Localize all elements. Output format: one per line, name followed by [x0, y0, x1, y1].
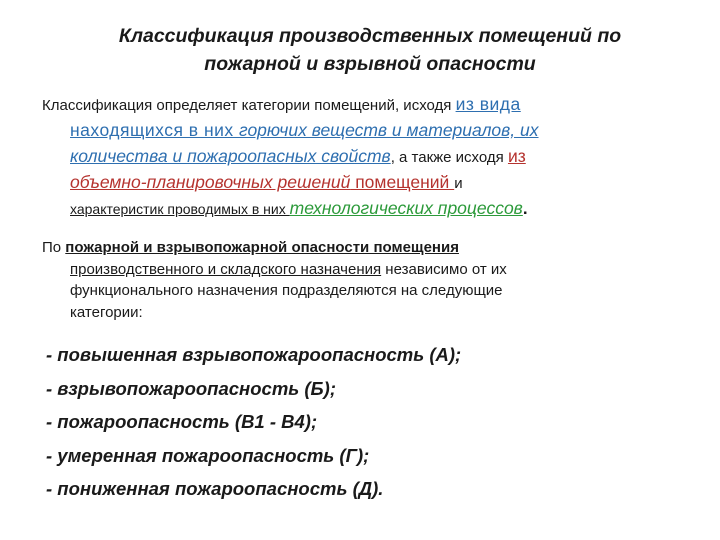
para2-line-1 — [42, 237, 682, 259]
title-line-1: Классификация производственных помещений по — [118, 25, 622, 47]
para1-text-5: характеристик проводимых в них — [70, 201, 290, 217]
para1-text-1: Классификация определяет категории помещений, исходя — [42, 97, 456, 114]
category-list — [46, 338, 686, 506]
slide-title — [60, 22, 680, 78]
para2-bold-hazard: пожарной и взрывопожарной опасности помещения — [65, 239, 459, 256]
category-item-b: - взрывопожароопасность (Б); — [46, 377, 336, 399]
category-item-d: - пониженная пожароопасность (Д). — [46, 478, 384, 499]
para2-underline-purpose: производственного и складского назначения — [70, 260, 382, 278]
para2-text-2: независимо от их — [381, 260, 507, 278]
para1-line-2 — [42, 118, 682, 144]
title-line-2: пожарной и взрывной опасности — [204, 53, 536, 75]
para1-highlight-substances: горючих веществ и материалов, их — [239, 120, 539, 140]
para1-highlight-kind: из вида — [455, 94, 521, 114]
category-item-g: - умеренная пожароопасность (Г); — [46, 444, 370, 466]
para1-highlight-quantity: количества и пожароопасных свойств — [70, 146, 391, 166]
para1-highlight-located: находящихся в них — [70, 120, 240, 140]
para1-highlight-rooms: помещений — [350, 172, 455, 192]
para1-line-4 — [42, 170, 682, 196]
para1-text-4: и — [454, 175, 463, 192]
para2-line-2 — [42, 259, 682, 281]
para2-line-4: категории: — [70, 303, 143, 321]
para1-line-1 — [42, 92, 682, 118]
hazard-paragraph — [42, 237, 682, 323]
para1-highlight-processes: технологических процессов — [289, 198, 523, 218]
para2-text-1: По — [42, 239, 66, 256]
category-item-v: - пожароопасность (В1 - В4); — [46, 411, 318, 432]
para2-line-3: функционального назначения подразделяются на следующие — [70, 282, 503, 299]
para1-highlight-from: из — [507, 146, 526, 166]
category-item-a: - повышенная взрывопожароопасность (А); — [46, 344, 462, 365]
classification-paragraph — [42, 92, 682, 222]
para1-line-3 — [42, 144, 682, 170]
para1-text-3: , а также исходя — [390, 149, 508, 166]
para1-period: . — [522, 199, 528, 218]
para1-line-5 — [42, 196, 682, 222]
para1-highlight-planning: объемно-планировочных решений — [70, 172, 351, 192]
